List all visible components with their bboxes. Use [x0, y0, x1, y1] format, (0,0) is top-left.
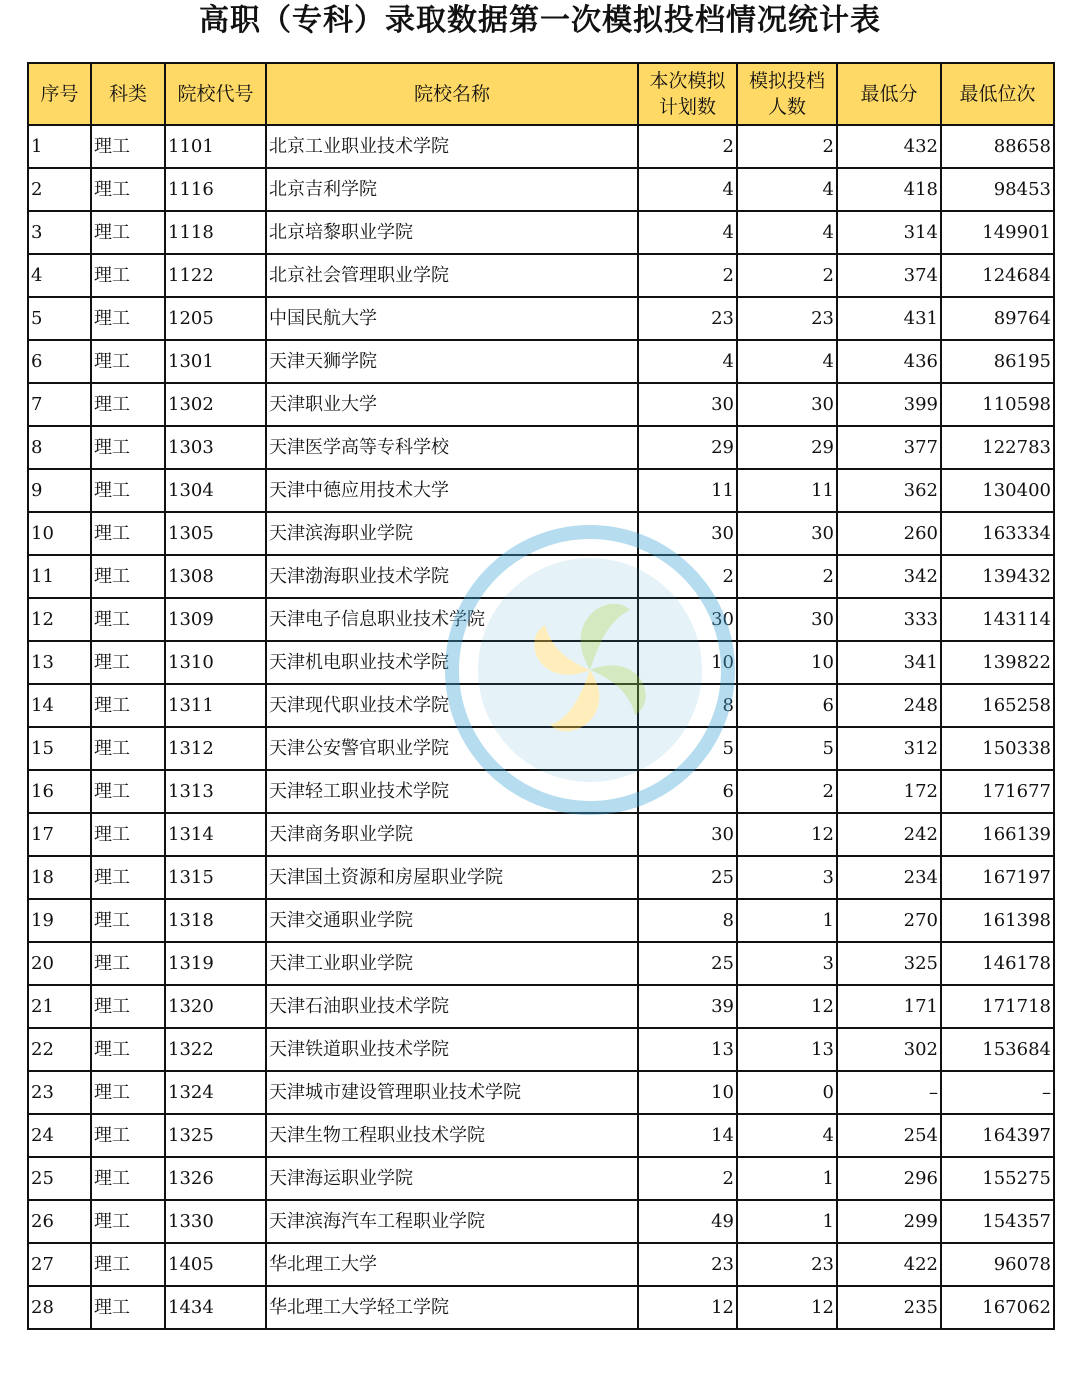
table-row	[28, 297, 1054, 340]
cell-category: 理工	[91, 899, 165, 942]
cell-plan-count: 10	[638, 641, 737, 684]
cell-min-rank: 143114	[941, 598, 1054, 641]
cell-category: 理工	[91, 985, 165, 1028]
cell-min-rank: 153684	[941, 1028, 1054, 1071]
header-label: 本次模拟	[649, 70, 726, 92]
cell-seq: 18	[28, 856, 91, 899]
cell-filed-count: 29	[737, 426, 837, 469]
cell-school-code: 1116	[165, 168, 266, 211]
cell-seq: 20	[28, 942, 91, 985]
cell-plan-count: 6	[638, 770, 737, 813]
cell-category: 理工	[91, 211, 165, 254]
cell-category: 理工	[91, 512, 165, 555]
cell-filed-count: 3	[737, 942, 837, 985]
table-row	[28, 727, 1054, 770]
header-col-school-name	[266, 63, 638, 125]
cell-min-rank: 139432	[941, 555, 1054, 598]
cell-category: 理工	[91, 1114, 165, 1157]
cell-plan-count: 4	[638, 211, 737, 254]
page-title: 高职（专科）录取数据第一次模拟投档情况统计表	[199, 3, 881, 38]
cell-filed-count: 12	[737, 985, 837, 1028]
cell-min-rank: 86195	[941, 340, 1054, 383]
cell-filed-count: 10	[737, 641, 837, 684]
header-label: 最低分	[860, 83, 918, 105]
cell-school-name: 北京社会管理职业学院	[266, 254, 638, 297]
cell-school-name: 天津滨海职业学院	[266, 512, 638, 555]
cell-filed-count: 11	[737, 469, 837, 512]
header-col-category	[91, 63, 165, 125]
cell-min-rank: 150338	[941, 727, 1054, 770]
cell-school-code: 1303	[165, 426, 266, 469]
cell-school-name: 天津铁道职业技术学院	[266, 1028, 638, 1071]
cell-school-name: 天津城市建设管理职业技术学院	[266, 1071, 638, 1114]
cell-plan-count: 23	[638, 1243, 737, 1286]
cell-seq: 2	[28, 168, 91, 211]
cell-school-code: 1319	[165, 942, 266, 985]
cell-category: 理工	[91, 813, 165, 856]
cell-school-name: 中国民航大学	[266, 297, 638, 340]
cell-min-rank: 89764	[941, 297, 1054, 340]
cell-school-code: 1434	[165, 1286, 266, 1329]
cell-min-score: 171	[837, 985, 941, 1028]
cell-school-code: 1322	[165, 1028, 266, 1071]
cell-school-name: 天津电子信息职业技术学院	[266, 598, 638, 641]
cell-seq: 5	[28, 297, 91, 340]
cell-seq: 1	[28, 125, 91, 168]
cell-min-score: 296	[837, 1157, 941, 1200]
cell-category: 理工	[91, 684, 165, 727]
cell-min-rank: –	[941, 1071, 1054, 1114]
cell-school-code: 1405	[165, 1243, 266, 1286]
cell-seq: 12	[28, 598, 91, 641]
cell-plan-count: 25	[638, 942, 737, 985]
cell-seq: 19	[28, 899, 91, 942]
cell-plan-count: 4	[638, 340, 737, 383]
cell-min-score: 333	[837, 598, 941, 641]
table-row	[28, 942, 1054, 985]
table-row	[28, 1071, 1054, 1114]
cell-category: 理工	[91, 555, 165, 598]
header-label: 计划数	[658, 96, 716, 118]
cell-filed-count: 1	[737, 1200, 837, 1243]
cell-min-rank: 165258	[941, 684, 1054, 727]
cell-plan-count: 8	[638, 899, 737, 942]
cell-filed-count: 12	[737, 1286, 837, 1329]
cell-plan-count: 30	[638, 813, 737, 856]
table-row	[28, 641, 1054, 684]
cell-school-name: 天津工业职业学院	[266, 942, 638, 985]
cell-school-name: 天津石油职业技术学院	[266, 985, 638, 1028]
header-col-min-rank	[941, 63, 1054, 125]
cell-school-code: 1308	[165, 555, 266, 598]
cell-school-code: 1311	[165, 684, 266, 727]
table-row	[28, 1286, 1054, 1329]
table-row	[28, 985, 1054, 1028]
cell-plan-count: 12	[638, 1286, 737, 1329]
header-label: 最低位次	[959, 83, 1036, 105]
table-row	[28, 555, 1054, 598]
cell-seq: 7	[28, 383, 91, 426]
cell-min-score: 312	[837, 727, 941, 770]
cell-category: 理工	[91, 297, 165, 340]
table-row	[28, 1114, 1054, 1157]
cell-plan-count: 14	[638, 1114, 737, 1157]
cell-filed-count: 4	[737, 168, 837, 211]
cell-min-score: 270	[837, 899, 941, 942]
cell-min-score: 234	[837, 856, 941, 899]
cell-min-score: 422	[837, 1243, 941, 1286]
cell-filed-count: 2	[737, 254, 837, 297]
cell-min-rank: 164397	[941, 1114, 1054, 1157]
cell-school-name: 天津公安警官职业学院	[266, 727, 638, 770]
cell-seq: 17	[28, 813, 91, 856]
cell-seq: 11	[28, 555, 91, 598]
cell-filed-count: 2	[737, 770, 837, 813]
cell-school-name: 天津天狮学院	[266, 340, 638, 383]
cell-school-name: 天津职业大学	[266, 383, 638, 426]
cell-plan-count: 25	[638, 856, 737, 899]
cell-category: 理工	[91, 1200, 165, 1243]
cell-category: 理工	[91, 598, 165, 641]
cell-school-code: 1312	[165, 727, 266, 770]
cell-filed-count: 5	[737, 727, 837, 770]
cell-min-score: 374	[837, 254, 941, 297]
header-col-seq	[28, 63, 91, 125]
cell-school-name: 天津轻工职业技术学院	[266, 770, 638, 813]
cell-min-rank: 110598	[941, 383, 1054, 426]
cell-school-name: 天津机电职业技术学院	[266, 641, 638, 684]
cell-school-code: 1118	[165, 211, 266, 254]
cell-min-score: 172	[837, 770, 941, 813]
cell-school-name: 天津交通职业学院	[266, 899, 638, 942]
cell-min-rank: 122783	[941, 426, 1054, 469]
cell-seq: 6	[28, 340, 91, 383]
cell-min-score: 341	[837, 641, 941, 684]
cell-min-rank: 130400	[941, 469, 1054, 512]
cell-min-score: 436	[837, 340, 941, 383]
cell-min-score: 254	[837, 1114, 941, 1157]
table-row	[28, 426, 1054, 469]
header-label: 院校名称	[413, 83, 490, 105]
table-row	[28, 211, 1054, 254]
cell-school-name: 天津中德应用技术大学	[266, 469, 638, 512]
table-row	[28, 1028, 1054, 1071]
cell-seq: 28	[28, 1286, 91, 1329]
cell-min-score: 418	[837, 168, 941, 211]
cell-seq: 8	[28, 426, 91, 469]
cell-min-score: 248	[837, 684, 941, 727]
cell-min-score: 325	[837, 942, 941, 985]
cell-school-code: 1326	[165, 1157, 266, 1200]
cell-min-score: 431	[837, 297, 941, 340]
cell-plan-count: 5	[638, 727, 737, 770]
table-row	[28, 125, 1054, 168]
cell-school-code: 1305	[165, 512, 266, 555]
cell-category: 理工	[91, 1243, 165, 1286]
cell-school-name: 华北理工大学轻工学院	[266, 1286, 638, 1329]
cell-min-rank: 149901	[941, 211, 1054, 254]
cell-filed-count: 30	[737, 512, 837, 555]
cell-min-rank: 154357	[941, 1200, 1054, 1243]
cell-filed-count: 1	[737, 1157, 837, 1200]
cell-school-code: 1101	[165, 125, 266, 168]
cell-plan-count: 8	[638, 684, 737, 727]
cell-school-name: 华北理工大学	[266, 1243, 638, 1286]
cell-seq: 27	[28, 1243, 91, 1286]
header-col-min-score	[837, 63, 941, 125]
cell-filed-count: 2	[737, 555, 837, 598]
cell-min-score: 260	[837, 512, 941, 555]
cell-min-score: 399	[837, 383, 941, 426]
cell-min-score: 432	[837, 125, 941, 168]
cell-category: 理工	[91, 426, 165, 469]
table-row	[28, 168, 1054, 211]
cell-filed-count: 3	[737, 856, 837, 899]
table-row	[28, 1157, 1054, 1200]
cell-school-code: 1309	[165, 598, 266, 641]
table-row	[28, 1200, 1054, 1243]
cell-school-name: 北京培黎职业学院	[266, 211, 638, 254]
table-row	[28, 469, 1054, 512]
cell-school-code: 1325	[165, 1114, 266, 1157]
cell-filed-count: 1	[737, 899, 837, 942]
cell-category: 理工	[91, 340, 165, 383]
cell-min-rank: 163334	[941, 512, 1054, 555]
cell-category: 理工	[91, 254, 165, 297]
cell-filed-count: 12	[737, 813, 837, 856]
cell-min-rank: 161398	[941, 899, 1054, 942]
cell-min-rank: 96078	[941, 1243, 1054, 1286]
cell-seq: 22	[28, 1028, 91, 1071]
header-label: 科类	[108, 83, 147, 105]
cell-school-name: 北京吉利学院	[266, 168, 638, 211]
cell-school-code: 1314	[165, 813, 266, 856]
cell-min-score: 302	[837, 1028, 941, 1071]
cell-category: 理工	[91, 942, 165, 985]
cell-school-code: 1302	[165, 383, 266, 426]
cell-min-score: 314	[837, 211, 941, 254]
cell-plan-count: 11	[638, 469, 737, 512]
cell-plan-count: 4	[638, 168, 737, 211]
cell-category: 理工	[91, 469, 165, 512]
cell-plan-count: 23	[638, 297, 737, 340]
cell-filed-count: 30	[737, 383, 837, 426]
cell-category: 理工	[91, 125, 165, 168]
cell-min-rank: 167197	[941, 856, 1054, 899]
cell-seq: 14	[28, 684, 91, 727]
cell-min-rank: 98453	[941, 168, 1054, 211]
cell-category: 理工	[91, 1071, 165, 1114]
cell-school-name: 天津商务职业学院	[266, 813, 638, 856]
cell-filed-count: 6	[737, 684, 837, 727]
table-row	[28, 254, 1054, 297]
cell-plan-count: 2	[638, 125, 737, 168]
cell-filed-count: 23	[737, 1243, 837, 1286]
cell-seq: 25	[28, 1157, 91, 1200]
cell-plan-count: 30	[638, 598, 737, 641]
cell-min-rank: 171718	[941, 985, 1054, 1028]
cell-seq: 9	[28, 469, 91, 512]
cell-school-name: 天津海运职业学院	[266, 1157, 638, 1200]
cell-school-code: 1205	[165, 297, 266, 340]
table-header-row	[28, 63, 1054, 125]
cell-plan-count: 2	[638, 555, 737, 598]
cell-category: 理工	[91, 727, 165, 770]
cell-min-rank: 167062	[941, 1286, 1054, 1329]
header-col-filed-count	[737, 63, 837, 125]
header-label: 院校代号	[177, 83, 254, 105]
cell-min-score: 362	[837, 469, 941, 512]
table-row	[28, 598, 1054, 641]
cell-min-rank: 155275	[941, 1157, 1054, 1200]
cell-category: 理工	[91, 641, 165, 684]
admission-table	[27, 62, 1055, 1330]
cell-school-name: 天津渤海职业技术学院	[266, 555, 638, 598]
cell-filed-count: 4	[737, 211, 837, 254]
cell-min-score: 377	[837, 426, 941, 469]
cell-min-score: 299	[837, 1200, 941, 1243]
cell-school-name: 天津医学高等专科学校	[266, 426, 638, 469]
cell-plan-count: 39	[638, 985, 737, 1028]
cell-seq: 24	[28, 1114, 91, 1157]
cell-category: 理工	[91, 168, 165, 211]
cell-school-code: 1315	[165, 856, 266, 899]
cell-school-name: 北京工业职业技术学院	[266, 125, 638, 168]
cell-filed-count: 30	[737, 598, 837, 641]
cell-plan-count: 10	[638, 1071, 737, 1114]
cell-seq: 16	[28, 770, 91, 813]
cell-min-rank: 139822	[941, 641, 1054, 684]
cell-school-name: 天津国土资源和房屋职业学院	[266, 856, 638, 899]
cell-plan-count: 29	[638, 426, 737, 469]
cell-school-code: 1301	[165, 340, 266, 383]
cell-seq: 3	[28, 211, 91, 254]
cell-school-name: 天津滨海汽车工程职业学院	[266, 1200, 638, 1243]
cell-school-code: 1324	[165, 1071, 266, 1114]
cell-min-rank: 88658	[941, 125, 1054, 168]
cell-seq: 10	[28, 512, 91, 555]
cell-seq: 26	[28, 1200, 91, 1243]
cell-min-rank: 171677	[941, 770, 1054, 813]
cell-category: 理工	[91, 383, 165, 426]
cell-seq: 21	[28, 985, 91, 1028]
cell-school-code: 1122	[165, 254, 266, 297]
header-label: 模拟投档	[748, 70, 825, 92]
table-row	[28, 813, 1054, 856]
cell-plan-count: 30	[638, 383, 737, 426]
cell-plan-count: 30	[638, 512, 737, 555]
cell-seq: 23	[28, 1071, 91, 1114]
cell-school-code: 1320	[165, 985, 266, 1028]
cell-school-name: 天津现代职业技术学院	[266, 684, 638, 727]
header-label: 人数	[767, 96, 806, 118]
cell-school-code: 1318	[165, 899, 266, 942]
cell-min-rank: 166139	[941, 813, 1054, 856]
cell-seq: 4	[28, 254, 91, 297]
table-row	[28, 1243, 1054, 1286]
cell-plan-count: 49	[638, 1200, 737, 1243]
cell-school-name: 天津生物工程职业技术学院	[266, 1114, 638, 1157]
cell-min-rank: 124684	[941, 254, 1054, 297]
table-row	[28, 770, 1054, 813]
cell-category: 理工	[91, 1157, 165, 1200]
cell-filed-count: 0	[737, 1071, 837, 1114]
cell-min-score: 235	[837, 1286, 941, 1329]
cell-category: 理工	[91, 1028, 165, 1071]
cell-min-score: 242	[837, 813, 941, 856]
cell-plan-count: 2	[638, 254, 737, 297]
cell-min-score: –	[837, 1071, 941, 1114]
cell-seq: 15	[28, 727, 91, 770]
table-row	[28, 383, 1054, 426]
cell-school-code: 1313	[165, 770, 266, 813]
header-label: 序号	[40, 83, 79, 105]
cell-school-code: 1310	[165, 641, 266, 684]
cell-min-rank: 146178	[941, 942, 1054, 985]
header-col-school-code	[165, 63, 266, 125]
table-row	[28, 856, 1054, 899]
cell-plan-count: 2	[638, 1157, 737, 1200]
cell-seq: 13	[28, 641, 91, 684]
table-row	[28, 684, 1054, 727]
cell-category: 理工	[91, 770, 165, 813]
header-col-plan-count	[638, 63, 737, 125]
table-row	[28, 340, 1054, 383]
table-body	[28, 125, 1054, 1329]
cell-plan-count: 13	[638, 1028, 737, 1071]
cell-school-code: 1304	[165, 469, 266, 512]
cell-filed-count: 13	[737, 1028, 837, 1071]
cell-filed-count: 4	[737, 340, 837, 383]
cell-min-score: 342	[837, 555, 941, 598]
table-row	[28, 512, 1054, 555]
cell-category: 理工	[91, 856, 165, 899]
cell-category: 理工	[91, 1286, 165, 1329]
cell-filed-count: 2	[737, 125, 837, 168]
cell-filed-count: 23	[737, 297, 837, 340]
cell-school-code: 1330	[165, 1200, 266, 1243]
cell-filed-count: 4	[737, 1114, 837, 1157]
table-row	[28, 899, 1054, 942]
